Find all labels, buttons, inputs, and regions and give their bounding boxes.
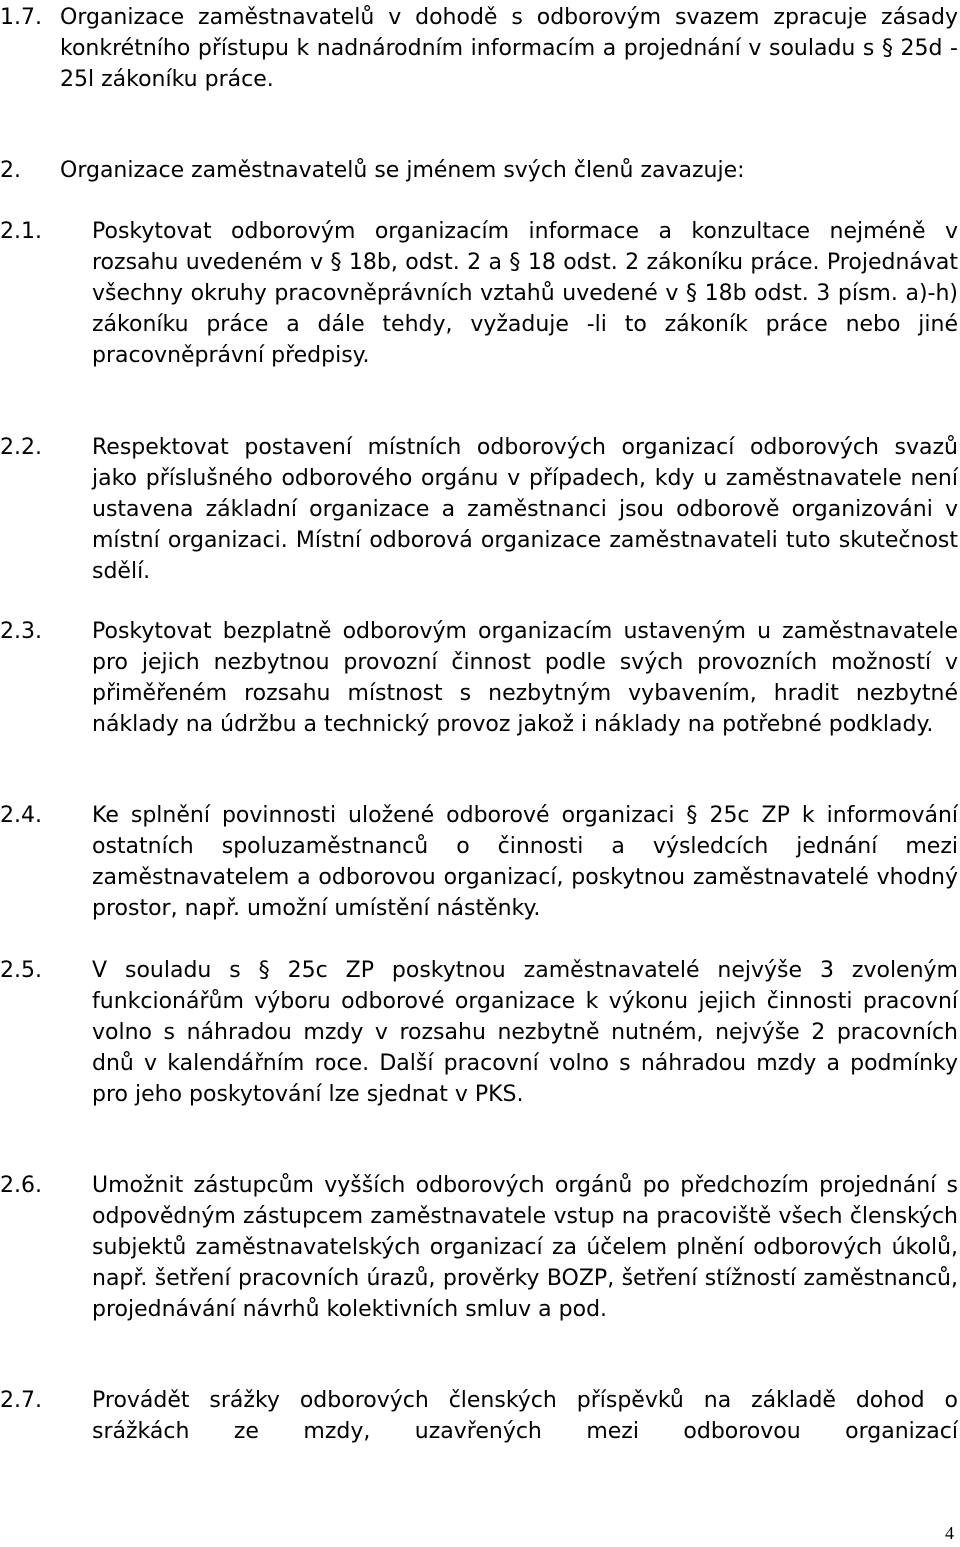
item-text: Provádět srážky odborových členských příspěvků na základě dohod o srážkách ze mzdy, uzavřených mezi odborovou organizací	[92, 1388, 958, 1444]
item-text: Ke splnění povinnosti uložené odborové organizaci § 25c ZP k informování ostatních spoluzaměstnanců o činnosti a výsledcích jednání mezi zaměstnavatelem a odborovou organizací, poskytnou zaměstnavatelé vhodný prostor, např. umožní umístění nástěnky.	[92, 803, 958, 921]
item-text: Umožnit zástupcům vyšších odborových orgánů po předchozím projednání s odpovědným zástupcem zaměstnavatele vstup na pracoviště všech členských subjektů zaměstnavatelských organizací za účelem plnění odborových úkolů, např. šetření pracovních úrazů, prověrky BOZP, šetření stížností zaměstnanců, projednávání návrhů kolektivních smluv a pod.	[92, 1173, 958, 1322]
item-text: Respektovat postavení místních odborových organizací odborových svazů jako příslušného odborového orgánu v případech, kdy u zaměstnavatele není ustavena základní organizace a zaměstnanci jsou odborově organizováni v místní organizaci. Místní odborová organizace zaměstnavateli tuto skutečnost sdělí.	[92, 435, 958, 584]
section-number: 2.	[0, 158, 21, 183]
section-text: Organizace zaměstnavatelů se jménem svých členů zavazuje:	[60, 158, 745, 183]
item-number: 2.6.	[0, 1173, 42, 1198]
item-text: Poskytovat odborovým organizacím informace a konzultace nejméně v rozsahu uvedeném v § 18b, odst. 2 a § 18 odst. 2 zákoníku práce. Projednávat všechny okruhy pracovněprávních vztahů uvedené v § 18b odst. 3 písm. a)-h) zákoníku práce a dále tehdy, vyžaduje -li to zákoník práce nebo jiné pracovněprávní předpisy.	[92, 219, 958, 368]
page-number: 4	[945, 1523, 954, 1543]
section-text: Organizace zaměstnavatelů v dohodě s odborovým svazem zpracuje zásady konkrétního přístupu k nadnárodním informacím a projednání v souladu s § 25d - 25l zákoníku práce.	[60, 5, 958, 92]
item-text: V souladu s § 25c ZP poskytnou zaměstnavatelé nejvýše 3 zvoleným funkcionářům výboru odborové organizace k výkonu jejich činnosti pracovní volno s náhradou mzdy v rozsahu nezbytně nutném, nejvýše 2 pracovních dnů v kalendářním roce. Další pracovní volno s náhradou mzdy a podmínky pro jeho poskytování lze sjednat v PKS.	[92, 958, 958, 1107]
item-number: 2.5.	[0, 958, 42, 983]
item-number: 2.7.	[0, 1388, 42, 1413]
item-number: 2.3.	[0, 619, 42, 644]
item-number: 2.2.	[0, 435, 42, 460]
section-number: 1.7.	[0, 5, 42, 30]
item-text: Poskytovat bezplatně odborovým organizacím ustaveným u zaměstnavatele pro jejich nezbytnou provozní činnost podle svých provozních možností v přiměřeném rozsahu místnost s nezbytným vybavením, hradit nezbytné náklady na údržbu a technický provoz jakož i náklady na potřebné podklady.	[92, 619, 958, 737]
item-number: 2.1.	[0, 219, 42, 244]
item-number: 2.4.	[0, 803, 42, 828]
